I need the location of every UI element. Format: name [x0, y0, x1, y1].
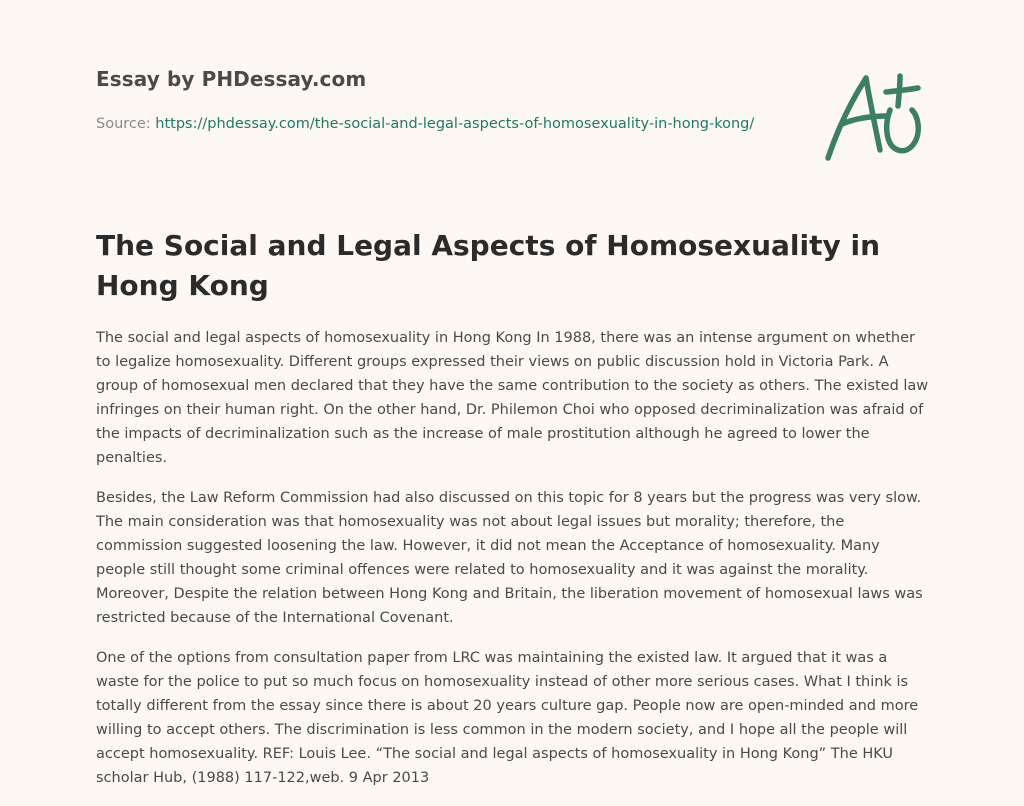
source-line [96, 112, 756, 136]
essay-paragraph: One of the options from consultation paper from LRC was maintaining the existed law. It argued that it was a waste for the police to put so much focus on homosexuality instead of other more serious cases. What I think is totally different from the essay since there is about 20 years culture gap. People now are open-minded and more willing to accept others. The discrimination is less common in the modern society, and I hope all the people will accept homosexuality. REF: Louis Lee. “The social and legal aspects of homosexuality in Hong Kong” The HKU scholar Hub, (1988) 117-122,web. 9 Apr 2013 [96, 650, 919, 786]
source-link[interactable]: https://phdessay.com/the-social-and-legal-aspects-of-homosexuality-in-hong-kong/ [155, 116, 755, 132]
essay-title: The Social and Legal Aspects of Homosexuality in Hong Kong [96, 229, 881, 302]
site-title: Essay by PHDessay.com [96, 67, 367, 91]
essay-body [96, 326, 932, 806]
source-label: Source: [96, 116, 156, 132]
essay-paragraph: The social and legal aspects of homosexuality in Hong Kong In 1988, there was an intense argument on whether to legalize homosexuality. Different groups expressed their views on public discussion hold in Victoria Park. A group of homosexual men declared that they have the same contribution to the society as others. The existed law infringes on their human right. On the other hand, Dr. Philemon Choi who opposed decriminalization was afraid of the impacts of decriminalization such as the increase of male prostitution although he agreed to lower the penalties. [96, 330, 929, 466]
a-plus-logo-icon [820, 66, 930, 166]
essay-paragraph: Besides, the Law Reform Commission had also discussed on this topic for 8 years but the progress was very slow. The main consideration was that homosexuality was not about legal issues but morality; therefore, the commission suggested loosening the law. However, it did not mean the Acceptance of homosexuality. Many people still thought some criminal offences were related to homosexuality and it was against the morality. Moreover, Despite the relation between Hong Kong and Britain, the liberation movement of homosexual laws was restricted because of the International Covenant. [96, 490, 923, 626]
site-header [96, 0, 936, 200]
page [96, 0, 936, 786]
